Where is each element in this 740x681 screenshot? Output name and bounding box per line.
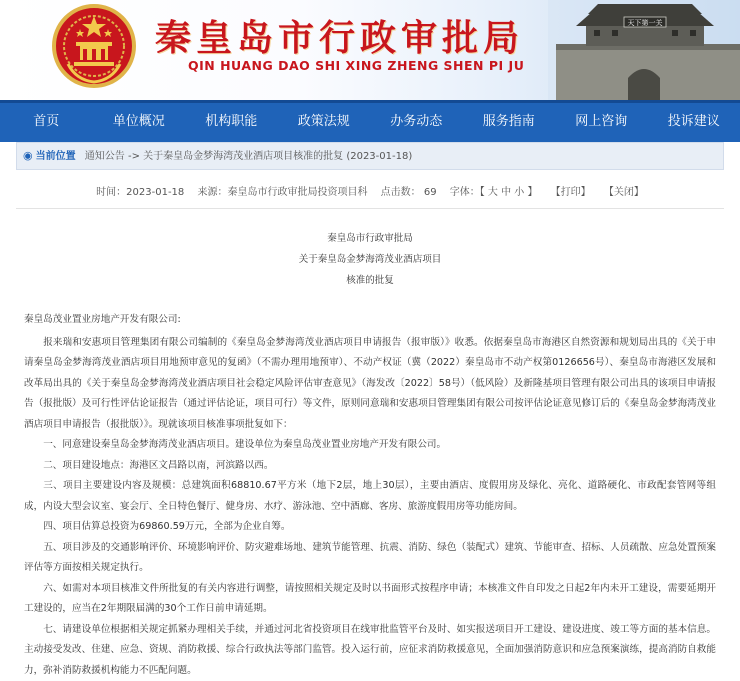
site-title: 秦皇岛市行政审批局 [155,10,524,61]
publish-time: 时间：2023-01-18 [96,187,184,198]
breadcrumb-path[interactable]: 通知公告 -> 关于秦皇岛金梦海湾茂业酒店项目核准的批复 (2023-01-18) [85,151,412,162]
document-heading [0,229,740,290]
article-meta [16,178,724,209]
gate-plaque: 天下第一关 [628,18,663,27]
addressee: 秦皇岛茂业置业房地产开发有限公司: [24,310,716,331]
document-title-line2: 核准的批复 [0,271,740,290]
close-button[interactable]: 【关闭】 [604,187,644,198]
paragraph-item-4: 四、项目估算总投资为69860.59万元，全部为企业自筹。 [24,517,716,538]
source: 来源：秦皇岛市行政审批局投资项目科 [197,187,367,198]
document-body [0,310,740,681]
paragraph-item-7: 七、请建设单位根据相关规定抓紧办理相关手续，并通过河北省投资项目在线审批监管平台及时、如实报送项目开工建设、建设进度、竣工等方面的基本信息。主动接受发改、住建、应急、资规、消防救援、综合行政执法等部门监管。投入运行前，应征求消防救援意见，全面加强消防意识和应急预案演练，提高消防自救能力，弥补消防救援机构能力不匹配问题。 [24,620,716,681]
click-count: 点击数： 69 [381,187,437,198]
nav-functions[interactable]: 机构职能 [185,103,278,142]
national-emblem-icon [50,2,138,90]
document-issuer: 秦皇岛市行政审批局 [0,229,740,248]
nav-service-guide[interactable]: 服务指南 [463,103,556,142]
nav-policies[interactable]: 政策法规 [278,103,371,142]
paragraph-item-2: 二、项目建设地点：海港区文昌路以南，河滨路以西。 [24,456,716,477]
document-title-line1: 关于秦皇岛金梦海湾茂业酒店项目 [0,250,740,269]
nav-complaints[interactable]: 投诉建议 [648,103,740,142]
breadcrumb-label: 当前位置 [36,151,76,162]
nav-online-consult[interactable]: 网上咨询 [555,103,648,142]
shanhaiguan-gate-image [548,0,740,100]
location-pin-icon: ◉ [23,143,33,169]
site-subtitle: QIN HUANG DAO SHI XING ZHENG SHEN PI JU [188,58,524,73]
nav-news[interactable]: 办务动态 [370,103,463,142]
breadcrumb [16,142,724,170]
paragraph-item-6: 六、如需对本项目核准文件所批复的有关内容进行调整，请按照相关规定及时以书面形式按程序申请；本核准文件自印发之日起2年内未开工建设，需要延期开工建设的，应当在2年期限届满的30个工作日前申请延期。 [24,579,716,620]
paragraph-item-3: 三、项目主要建设内容及规模：总建筑面积68810.67平方米（地下2层，地上30层），主要由酒店、度假用房及绿化、亮化、道路硬化、市政配套管网等组成，内设大型会议室、宴会厅、全日特色餐厅、健身房、水疗、游泳池、空中酒廊、客房、旅游度假用房等功能房间。 [24,476,716,517]
paragraph-intro: 报来瑞和安惠项目管理集团有限公司编制的《秦皇岛金梦海湾茂业酒店项目申请报告（报审版）》收悉。依据秦皇岛市海港区自然资源和规划局出具的《关于申请秦皇岛金梦海湾茂业酒店项目用地预审意见的复函》（不需办理用地预审）、不动产权证（冀（2022）秦皇岛市不动产权第0126656号）、秦皇岛市海港区发展和改革局出具的《关于秦皇岛金梦海湾茂业酒店项目社会稳定风险评估审查意见》（海发改〔2022〕58号）（低风险）及新隆基项目管理有限公司出具的该项目申请报告（报批版）及可行性评估论证报告（通过评估论证，项目可行）等文件，原则同意瑞和安惠项目管理集团有限公司按评估论证意见修订后的《秦皇岛金梦海湾茂业酒店项目申请报告（报批版）》。现就该项目核准事项批复如下： [24,333,716,436]
site-header [0,0,740,100]
paragraph-item-1: 一、同意建设秦皇岛金梦海湾茂业酒店项目。建设单位为秦皇岛茂业置业房地产开发有限公司。 [24,435,716,456]
nav-home[interactable]: 首页 [0,103,93,142]
print-button[interactable]: 【打印】 [551,187,591,198]
main-nav [0,100,740,142]
paragraph-item-5: 五、项目涉及的交通影响评价、环境影响评价、防灾避难场地、建筑节能管理、抗震、消防、绿色（装配式）建筑、节能审查、招标、人员疏散、应急处置预案评估等方面按相关规定执行。 [24,538,716,579]
font-size-control[interactable]: 字体：【 大 中 小 】 [450,187,538,198]
nav-overview[interactable]: 单位概况 [93,103,186,142]
